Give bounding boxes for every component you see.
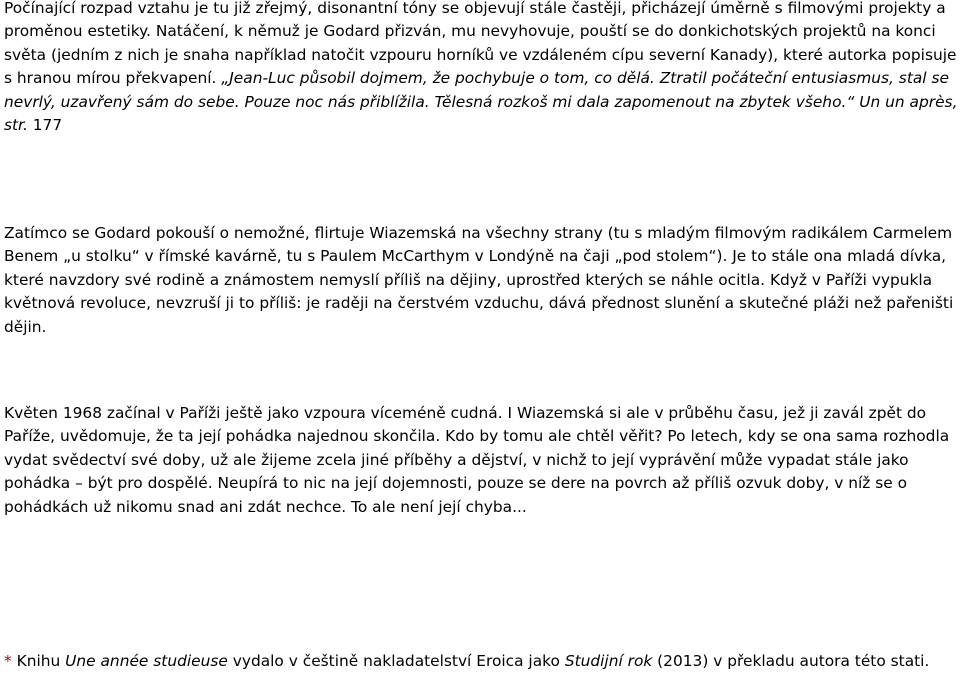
footnote-czech-title: Studijní rok (564, 652, 653, 670)
paragraph-1-page-ref: 177 (27, 116, 63, 135)
paragraph-3: Květen 1968 začínal v Paříži ještě jako vzpoura víceméně cudná. I Wiazemská si ale v průběhu času, jež ji zavál zpět do Paříže, uvědomuje, že ta její pohádka najednou skončila. Kdo by tomu ale chtěl věřit? Po letech, kdy se ona sama rozhodla vydat svědectví své doby, už ale žijeme zcela jiné příběhy a dějství, v nichž to její vyprávění může vypadat stále jako pohádka – být pro dospělé. Neupírá to nic na její dojemnosti, pouze se dere na povrch až příliš ozvuk doby, v níž se o pohádkách už nikomu snad ani zdát nechce. To ale není její chyba... (4, 404, 950, 516)
paragraph-1-quote: „Jean-Luc působil dojmem, že pochybuje o tom, co dělá. Ztratil počáteční entusiasmus, stal se nevrlý, uzavřený sám do sebe. Pouze noc nás přiblížila. Tělesná rozkoš mi dala zapomenout na zbytek všeho.“ Un un après, str. (4, 69, 958, 135)
footnote-text-a: Knihu (11, 652, 66, 670)
footnote-text-c: (2013) v překladu autora této stati. (652, 652, 930, 670)
footnote-text-b: vydalo v češtině nakladatelství Eroica jako (227, 652, 565, 670)
paragraph-1 (4, 0, 958, 137)
footnote (4, 650, 929, 673)
footnote-marker: * (4, 652, 12, 670)
paragraph-2: Zatímco se Godard pokouší o nemožné, flirtuje Wiazemská na všechny strany (tu s mladým filmovým radikálem Carmelem Benem „u stolku“ v římské kavárně, tu s Paulem McCarthym v Londýně na čaji „pod stolem“). Je to stále ona mladá dívka, které navzdory své rodině a známostem nemyslí příliš na dějiny, uprostřed kterých se náhle ocitla. Když v Paříži vypukla květnová revoluce, nevzruší ji to příliš: je raději na čerstvém vzduchu, dává přednost slunění a skutečné pláži než pařeništi dějin. (4, 224, 954, 336)
footnote-book-title: Une année studieuse (65, 652, 228, 670)
paragraph-1-text: Počínající rozpad vztahu je tu již zřejmý, disonantní tóny se objevují stále častěji, přicházejí úměrně s filmovými projekty a proměnou estetiky. Natáčení, k němuž je Godard přizván, mu nevyhovuje, pouští se do donkichotských projektů na konci světa (jedním z nich je snaha například natočit vzpouru horníků ve vzdáleném cípu severní Kanady), které autorka popisuje s hranou mírou překvapení. (4, 0, 957, 88)
